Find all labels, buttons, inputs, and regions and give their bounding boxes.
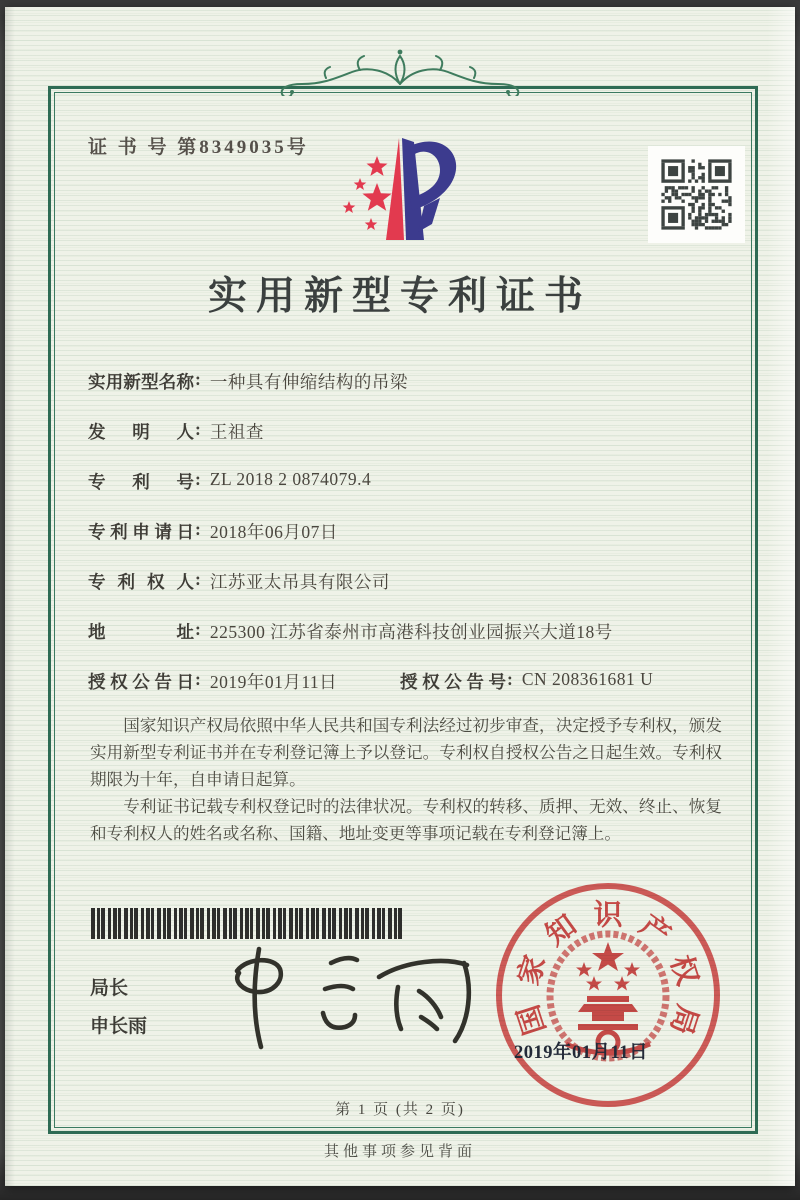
field-value: 2019年01月11日 bbox=[209, 672, 338, 692]
field-patent-number bbox=[88, 469, 728, 519]
field-label: 授权公告号 bbox=[400, 672, 506, 692]
legal-paragraph-1: 国家知识产权局依照中华人民共和国专利法经过初步审查，决定授予专利权，颁发实用新型专利证书并在专利登记簿上予以登记。专利权自授权公告之日起生效。专利权期限为十年，自申请日起算。 bbox=[90, 716, 722, 789]
field-colon: : bbox=[195, 519, 201, 539]
seal-ring-character: 产 bbox=[633, 909, 676, 953]
field-colon: : bbox=[507, 669, 513, 689]
officer-block bbox=[90, 973, 147, 1038]
field-filing-date bbox=[88, 519, 728, 569]
field-address bbox=[88, 619, 728, 669]
seal-ring-character: 知 bbox=[540, 909, 583, 953]
field-patentee bbox=[88, 569, 728, 619]
field-value: 2018年06月07日 bbox=[209, 522, 338, 542]
field-label: 专利申请日 bbox=[88, 522, 194, 542]
certificate-fields bbox=[88, 369, 728, 719]
seal-ring-character: 国 bbox=[512, 1000, 553, 1039]
certificate-title: 实用新型专利证书 bbox=[207, 275, 592, 318]
field-colon: : bbox=[195, 619, 201, 639]
seal-ring-character: 识 bbox=[593, 899, 623, 932]
field-value: CN 208361681 U bbox=[521, 669, 654, 689]
field-colon: : bbox=[195, 669, 201, 689]
handwritten-signature-icon bbox=[213, 935, 485, 1063]
legal-paragraph-2: 专利证书记载专利权登记时的法律状况。专利权的转移、质押、无效、终止、恢复和专利权人的姓名或名称、国籍、地址变更等事项记载在专利登记簿上。 bbox=[90, 797, 722, 843]
page-number: 第 1 页 (共 2 页) bbox=[335, 1102, 465, 1118]
qr-code-icon bbox=[648, 146, 745, 243]
field-colon: : bbox=[195, 369, 201, 389]
field-label: 发明人 bbox=[88, 422, 194, 442]
officer-name: 申长雨 bbox=[90, 1016, 148, 1037]
field-colon: : bbox=[195, 419, 201, 439]
field-value: 一种具有伸缩结构的吊梁 bbox=[209, 372, 408, 392]
field-label: 实用新型名称 bbox=[88, 372, 194, 392]
field-inventor bbox=[88, 419, 728, 469]
legal-text bbox=[90, 712, 722, 847]
certificate-paper bbox=[5, 7, 795, 1186]
cnipa-patent-logo-icon bbox=[328, 128, 483, 260]
field-value: 225300 江苏省泰州市高港科技创业园振兴大道18号 bbox=[209, 622, 613, 642]
seal-ring-character: 局 bbox=[663, 1000, 704, 1039]
seal-ring-character: 权 bbox=[663, 951, 704, 990]
field-label: 专利权人 bbox=[88, 572, 194, 592]
field-label: 授权公告日 bbox=[88, 672, 194, 692]
field-label: 专利号 bbox=[88, 472, 194, 492]
back-side-note: 其他事项参见背面 bbox=[323, 1144, 476, 1160]
certificate-number: 证 书 号 第8349035号 bbox=[88, 137, 309, 158]
field-colon: : bbox=[195, 469, 201, 489]
frame-scroll-ornament-icon bbox=[268, 40, 532, 96]
field-grant-publication-number bbox=[400, 669, 653, 694]
field-value: 江苏亚太吊具有限公司 bbox=[209, 572, 390, 592]
field-label: 地址 bbox=[88, 622, 194, 642]
officer-title: 局长 bbox=[90, 978, 129, 999]
field-utility-model-name bbox=[88, 369, 728, 419]
field-grant-date bbox=[88, 669, 400, 694]
seal-ring-character: 家 bbox=[512, 951, 553, 990]
seal-date: 2019年01月11日 bbox=[514, 1043, 648, 1063]
field-colon: : bbox=[195, 569, 201, 589]
official-seal bbox=[496, 883, 720, 1107]
field-value: 王祖查 bbox=[209, 422, 264, 442]
field-value: ZL 2018 2 0874079.4 bbox=[209, 469, 372, 489]
